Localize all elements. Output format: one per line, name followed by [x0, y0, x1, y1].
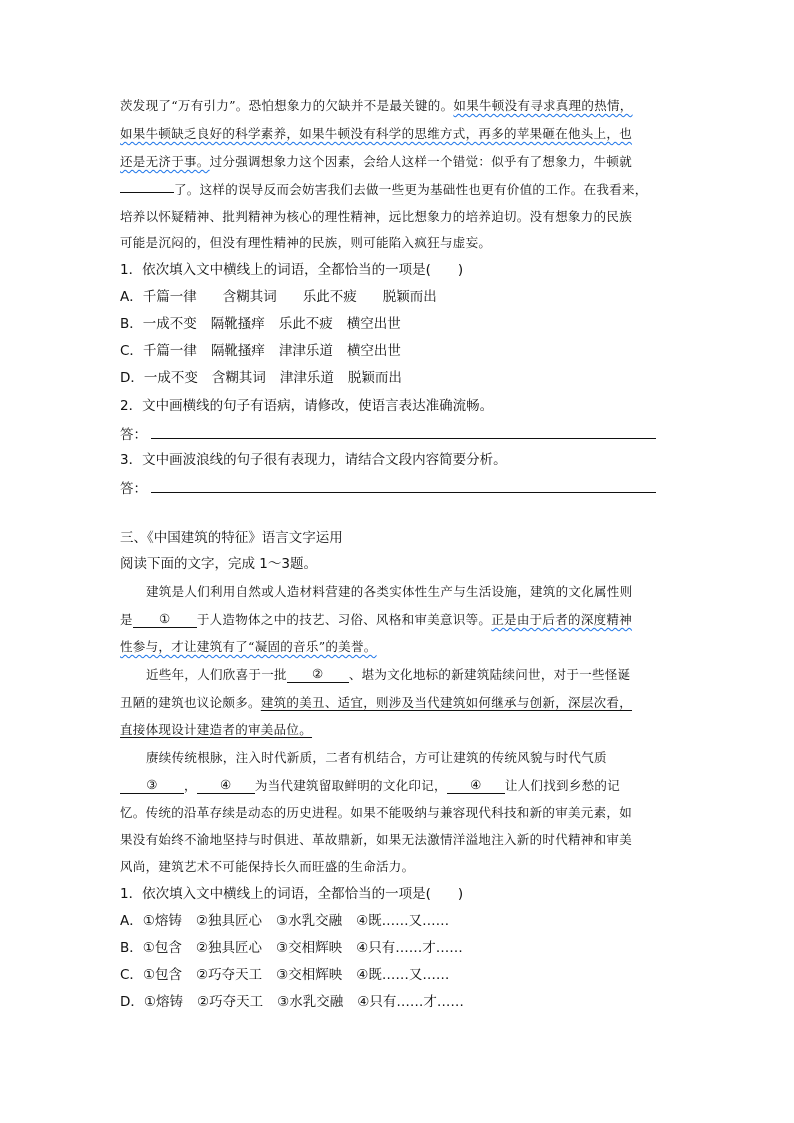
option-label: A． — [120, 289, 143, 305]
passage1-text: 过分强调想象力这个因素，会给人这样一个错觉：似乎有了想象力，牛顿就 — [209, 154, 633, 169]
passage2-text: 丑陋的建筑也议论颇多。 — [120, 695, 261, 710]
fill-blank-4b[interactable]: ④ — [447, 777, 505, 794]
underlined-sentence: 直接体现设计建造者的审美品位。 — [120, 722, 313, 737]
option-word: ①包含 — [142, 967, 183, 983]
option-word: ④只有……才…… — [357, 994, 464, 1010]
option-label: D． — [120, 994, 144, 1010]
option-word: 脱颖而出 — [347, 370, 402, 386]
option-word: ①包含 — [142, 940, 182, 956]
option-word: ①熔铸 — [143, 994, 184, 1010]
passage2-text: 让人们找到乡愁的记 — [504, 778, 621, 793]
wavy-underlined-sentence: 还是无济于事。 — [120, 154, 210, 169]
passage2-p2-line-3 — [120, 720, 312, 740]
option-word: ④只有……才…… — [356, 940, 463, 956]
option-word: ②独具匠心 — [195, 913, 262, 929]
option-word: 脱颖而出 — [382, 289, 437, 305]
option-word: ④既……又…… — [356, 967, 450, 983]
question-3-stem: 3．文中画波浪线的句子很有表现力，请结合文段内容简要分析。 — [120, 452, 507, 468]
passage2-text: 为当代建筑留取鲜明的文化印记， — [254, 778, 447, 793]
option-label: B． — [120, 316, 143, 332]
passage1-line-3 — [120, 152, 632, 172]
passage2-p1-line-2 — [120, 610, 632, 630]
answer-label: 答： — [120, 427, 147, 443]
option-word: 千篇一律 — [142, 343, 197, 359]
question-1-option-d[interactable] — [120, 368, 402, 388]
option-word: 横空出世 — [346, 316, 401, 332]
passage1-line-1 — [120, 96, 633, 116]
passage1-line-2 — [120, 124, 632, 144]
wavy-underlined-sentence: 性参与，才让建筑有了“凝固的音乐”的美誉。 — [120, 639, 377, 654]
option-word: 含糊其词 — [211, 370, 266, 386]
passage1-line-4 — [120, 180, 648, 200]
option-word: ③交相辉映 — [275, 940, 343, 956]
section2-question-1-option-c[interactable] — [120, 965, 449, 985]
option-word: ②巧夺天工 — [196, 967, 263, 983]
passage1-text: 培养以怀疑精神、批判精神为核心的理性精神，远比想象力的培养迫切。没有想象力的民族 — [120, 209, 633, 224]
option-word: 乐此不疲 — [278, 316, 333, 332]
option-label: C． — [120, 967, 143, 983]
option-word: 隔靴搔痒 — [210, 316, 265, 332]
option-word: 津津乐道 — [278, 343, 333, 359]
option-word: ③水乳交融 — [277, 994, 344, 1010]
passage2-p3-line-3: 忆。传统的沿革存续是动态的历史进程。如果不能吸纳与兼容现代科技和新的审美元素，如 — [120, 805, 633, 820]
option-word: 一成不变 — [142, 316, 197, 332]
option-word: ①熔铸 — [142, 913, 182, 929]
answer-label: 答： — [120, 481, 147, 497]
question-1-option-c[interactable] — [120, 341, 401, 361]
option-word: ④既……又…… — [356, 913, 450, 929]
option-label: D． — [120, 370, 144, 386]
option-label: B． — [120, 940, 143, 956]
passage2-p3-line-4: 果没有始终不渝地坚持与时俱进、革故鼎新，如果无法激情洋溢地注入新的时代精神和审美 — [120, 832, 633, 847]
answer-line[interactable] — [151, 477, 656, 493]
option-word: 一成不变 — [143, 370, 198, 386]
question-3-answer — [120, 477, 656, 499]
fill-blank-3[interactable]: ③ — [120, 777, 184, 794]
fill-blank-1[interactable]: ① — [133, 611, 197, 628]
answer-line[interactable] — [151, 423, 656, 439]
option-word: 乐此不疲 — [302, 289, 357, 305]
passage2-p2-line-1 — [146, 665, 630, 685]
passage2-text: 近些年，人们欣喜于一批 — [146, 667, 287, 682]
passage1-text: 了。这样的误导反而会妨害我们去做一些更为基础性也更有价值的工作。在我看来， — [174, 182, 648, 197]
wavy-underlined-sentence: 如果牛顿没有寻求真理的热情， — [453, 98, 633, 113]
section2-question-1-option-a[interactable] — [120, 911, 449, 931]
section2-question-1-option-d[interactable] — [120, 992, 464, 1012]
question-2-stem: 2．文中画横线的句子有语病，请修改，使语言表达准确流畅。 — [120, 398, 494, 414]
passage2-text: 是 — [120, 612, 133, 627]
passage1-line-6 — [120, 233, 491, 253]
fill-blank-2[interactable]: ② — [287, 666, 349, 683]
option-label: A． — [120, 913, 143, 929]
fill-blank-4a[interactable]: ④ — [197, 777, 255, 794]
passage2-p3-line-2 — [120, 776, 620, 796]
passage1-text: 可能是沉闷的，但没有理性精神的民族，则可能陷入疯狂与虚妄。 — [120, 235, 492, 250]
question-2-answer — [120, 423, 656, 445]
passage2-p3-line-5: 风尚，建筑艺术不可能保持长久而旺盛的生命活力。 — [120, 859, 415, 874]
option-word: ②独具匠心 — [195, 940, 262, 956]
option-word: ②巧夺天工 — [197, 994, 264, 1010]
option-word: 含糊其词 — [222, 289, 277, 305]
wavy-underlined-sentence: 如果牛顿缺乏良好的科学素养，如果牛顿没有科学的思维方式，再多的苹果砸在他头上，也 — [120, 126, 633, 141]
passage2-text: 于人造物体之中的技艺、习俗、风格和审美意识等。 — [196, 612, 492, 627]
section-instruction: 阅读下面的文字，完成 1～3题。 — [120, 556, 317, 572]
option-label: C． — [120, 343, 143, 359]
passage2-p2-line-2 — [120, 693, 632, 713]
option-word: 隔靴搔痒 — [210, 343, 265, 359]
section2-question-1-option-b[interactable] — [120, 938, 463, 958]
passage2-p3-line-1: 赓续传统根脉，注入时代新质，二者有机结合，方可让建筑的传统风貌与时代气质 — [146, 750, 607, 765]
passage2-text: 、堪为文化地标的新建筑陆续问世，对于一些怪诞 — [348, 667, 631, 682]
passage2-p1-line-1: 建筑是人们利用自然或人造材料营建的各类实体性生产与生活设施，建筑的文化属性则 — [146, 584, 633, 599]
passage1-text: 茨发现了“万有引力”。恐怕想象力的欠缺并不是最关键的。 — [120, 98, 454, 113]
question-1-option-b[interactable] — [120, 314, 401, 334]
underlined-sentence: 建筑的美丑、适宜，则涉及当代建筑如何继承与创新，深层次看， — [260, 695, 633, 710]
passage2-p1-line-3 — [120, 637, 377, 657]
option-word: ③交相辉映 — [276, 967, 343, 983]
question-1-stem: 1．依次填入文中横线上的词语，全都恰当的一项是( ) — [120, 262, 464, 278]
section2-question-1-stem: 1．依次填入文中横线上的词语，全都恰当的一项是( ) — [120, 886, 464, 902]
passage2-text: ， — [184, 778, 197, 793]
option-word: ③水乳交融 — [275, 913, 343, 929]
section-title: 三、《中国建筑的特征》语言文字运用 — [120, 530, 343, 546]
passage1-line-5 — [120, 207, 632, 227]
option-word: 横空出世 — [346, 343, 401, 359]
wavy-underlined-sentence: 正是由于后者的深度精神 — [491, 612, 633, 627]
question-1-option-a[interactable] — [120, 287, 437, 307]
option-word: 千篇一律 — [142, 289, 197, 305]
fill-blank[interactable] — [120, 192, 174, 193]
option-word: 津津乐道 — [279, 370, 334, 386]
